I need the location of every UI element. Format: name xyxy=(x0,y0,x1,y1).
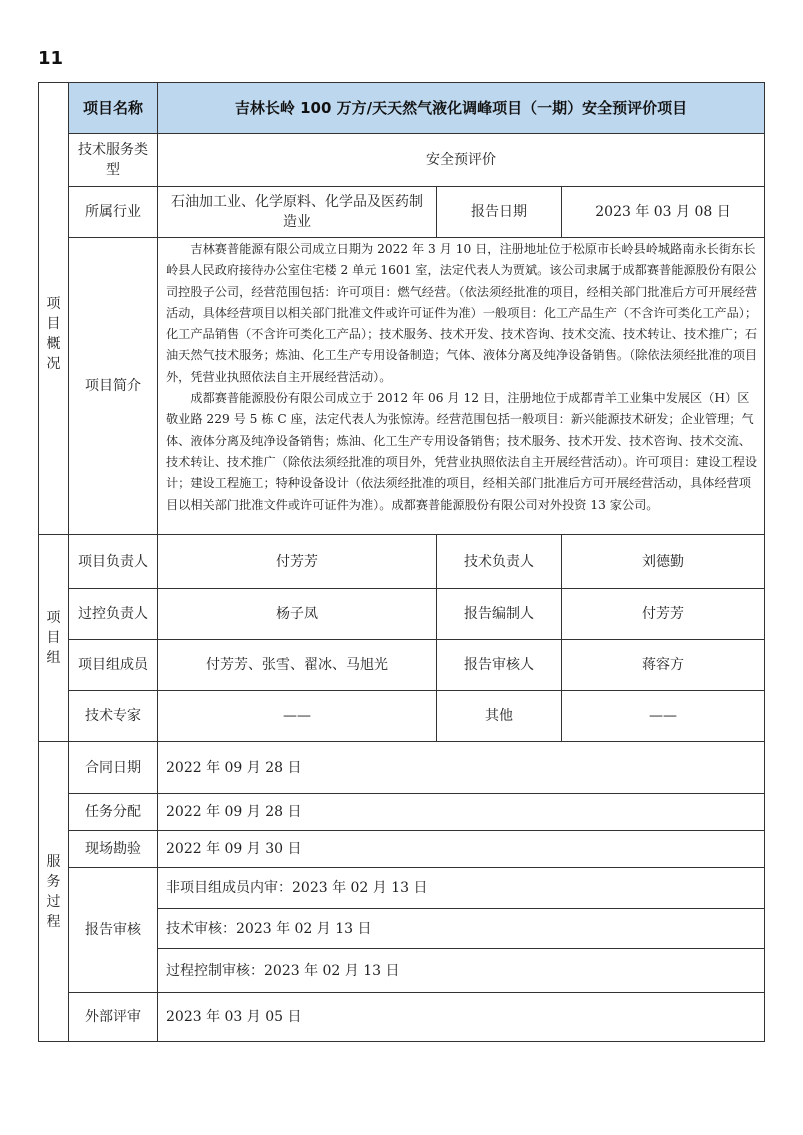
team-row xyxy=(39,640,765,691)
page-number: 11 xyxy=(38,48,64,69)
service-type-value: 安全预评价 xyxy=(158,134,765,187)
project-info-table xyxy=(38,82,765,1042)
group-label-overview xyxy=(39,134,69,535)
project-name-value: 吉林长岭 100 万方/天天然气液化调峰项目（一期）安全预评价项目 xyxy=(158,83,765,134)
team-label: 报告编制人 xyxy=(437,589,562,640)
team-value: 蒋容方 xyxy=(562,640,765,691)
group-label-team xyxy=(39,535,69,742)
team-label: 技术负责人 xyxy=(437,535,562,589)
group-char: 程 xyxy=(46,913,61,930)
group-char: 目 xyxy=(46,315,61,332)
group-char: 组 xyxy=(46,650,61,666)
team-label: 其他 xyxy=(437,691,562,742)
team-value: —— xyxy=(562,691,765,742)
task-assign-row xyxy=(39,794,765,831)
group-cell-blank xyxy=(39,83,69,134)
group-char: 过 xyxy=(46,893,61,910)
team-value: —— xyxy=(158,691,437,742)
intro-text xyxy=(158,238,765,535)
group-char: 务 xyxy=(46,873,61,890)
external-review-value: 2023 年 03 月 05 日 xyxy=(158,993,765,1042)
team-row xyxy=(39,589,765,640)
industry-label: 所属行业 xyxy=(69,187,158,238)
team-value: 付芳芳 xyxy=(158,535,437,589)
intro-paragraph: 成都赛普能源股份有限公司成立于 2012 年 06 月 12 日，注册地位于成都青羊工业集中发展区（H）区敬业路 229 号 5 栋 C 座，法定代表人为张惊涛。经营范围包括一般项目：新兴能源技术研发；企业管理；气体、液体分离及纯净设备销售；炼油、化工生产专用设备销售；技术服务、技术开发、技术咨询、技术交流、技术转让、技术推广（除依法须经批准的项目外，凭营业执照依法自主开展经营活动）。许可项目：建设工程设计；建设工程施工；特种设备设计（依法须经批准的项目，经相关部门批准后方可开展经营活动，具体经营项目以相关部门批准文件或许可证件为准）。成都赛普能源股份有限公司对外投资 13 家公司。 xyxy=(166,391,758,512)
team-value: 付芳芳、张雪、翟冰、马旭光 xyxy=(158,640,437,691)
site-survey-row xyxy=(39,831,765,868)
team-value: 付芳芳 xyxy=(562,589,765,640)
group-char: 项 xyxy=(46,295,61,312)
team-row xyxy=(39,535,765,589)
report-date-label: 报告日期 xyxy=(437,187,562,238)
team-label: 报告审核人 xyxy=(437,640,562,691)
group-char: 服 xyxy=(46,853,61,870)
group-label-process xyxy=(39,742,69,1042)
service-type-row xyxy=(39,134,765,187)
report-review-row xyxy=(39,868,765,909)
report-review-item: 过程控制审核：2023 年 02 月 13 日 xyxy=(158,949,765,993)
team-value: 刘德勤 xyxy=(562,535,765,589)
site-survey-value: 2022 年 09 月 30 日 xyxy=(158,831,765,868)
report-date-value: 2023 年 03 月 08 日 xyxy=(562,187,765,238)
intro-label: 项目简介 xyxy=(69,238,158,535)
team-label: 项目负责人 xyxy=(69,535,158,589)
team-label: 过控负责人 xyxy=(69,589,158,640)
team-label: 技术专家 xyxy=(69,691,158,742)
external-review-label: 外部评审 xyxy=(69,993,158,1042)
report-review-label: 报告审核 xyxy=(69,868,158,993)
contract-date-label: 合同日期 xyxy=(69,742,158,794)
task-assign-value: 2022 年 09 月 28 日 xyxy=(158,794,765,831)
team-label: 项目组成员 xyxy=(69,640,158,691)
task-assign-label: 任务分配 xyxy=(69,794,158,831)
group-char: 项 xyxy=(46,610,61,626)
report-review-item: 非项目组成员内审：2023 年 02 月 13 日 xyxy=(158,868,765,909)
project-name-row xyxy=(39,83,765,134)
site-survey-label: 现场勘验 xyxy=(69,831,158,868)
service-type-label: 技术服务类型 xyxy=(69,134,158,187)
contract-date-row xyxy=(39,742,765,794)
intro-row xyxy=(39,238,765,535)
external-review-row xyxy=(39,993,765,1042)
group-char: 目 xyxy=(46,630,61,646)
contract-date-value: 2022 年 09 月 28 日 xyxy=(158,742,765,794)
industry-value: 石油加工业、化学原料、化学品及医药制造业 xyxy=(158,187,437,238)
team-value: 杨子凤 xyxy=(158,589,437,640)
group-char: 况 xyxy=(46,355,61,372)
intro-paragraph: 吉林赛普能源有限公司成立日期为 2022 年 3 月 10 日，注册地址位于松原市长岭县岭城路南永长街东长岭县人民政府接待办公室住宅楼 2 单元 1601 室，法定代表人为贾斌。该公司隶属于成都赛普能源股份有限公司控股子公司，经营范围包括：许可项目：燃气经营。（依法须经批准的项目，经相关部门批准后方可开展经营活动，具体经营项目以相关部门批准文件或许可证件为准）一般项目：化工产品生产（不含许可类化工产品）；化工产品销售（不含许可类化工产品）；技术服务、技术开发、技术咨询、技术交流、技术转让、技术推广；石油天然气技术服务；炼油、化工生产专用设备制造；气体、液体分离及纯净设备销售。（除依法须经批准的项目外，凭营业执照依法自主开展经营活动）。 xyxy=(166,242,758,384)
industry-row xyxy=(39,187,765,238)
group-char: 概 xyxy=(46,335,61,352)
team-row xyxy=(39,691,765,742)
report-review-item: 技术审核：2023 年 02 月 13 日 xyxy=(158,909,765,949)
project-name-label: 项目名称 xyxy=(69,83,158,134)
